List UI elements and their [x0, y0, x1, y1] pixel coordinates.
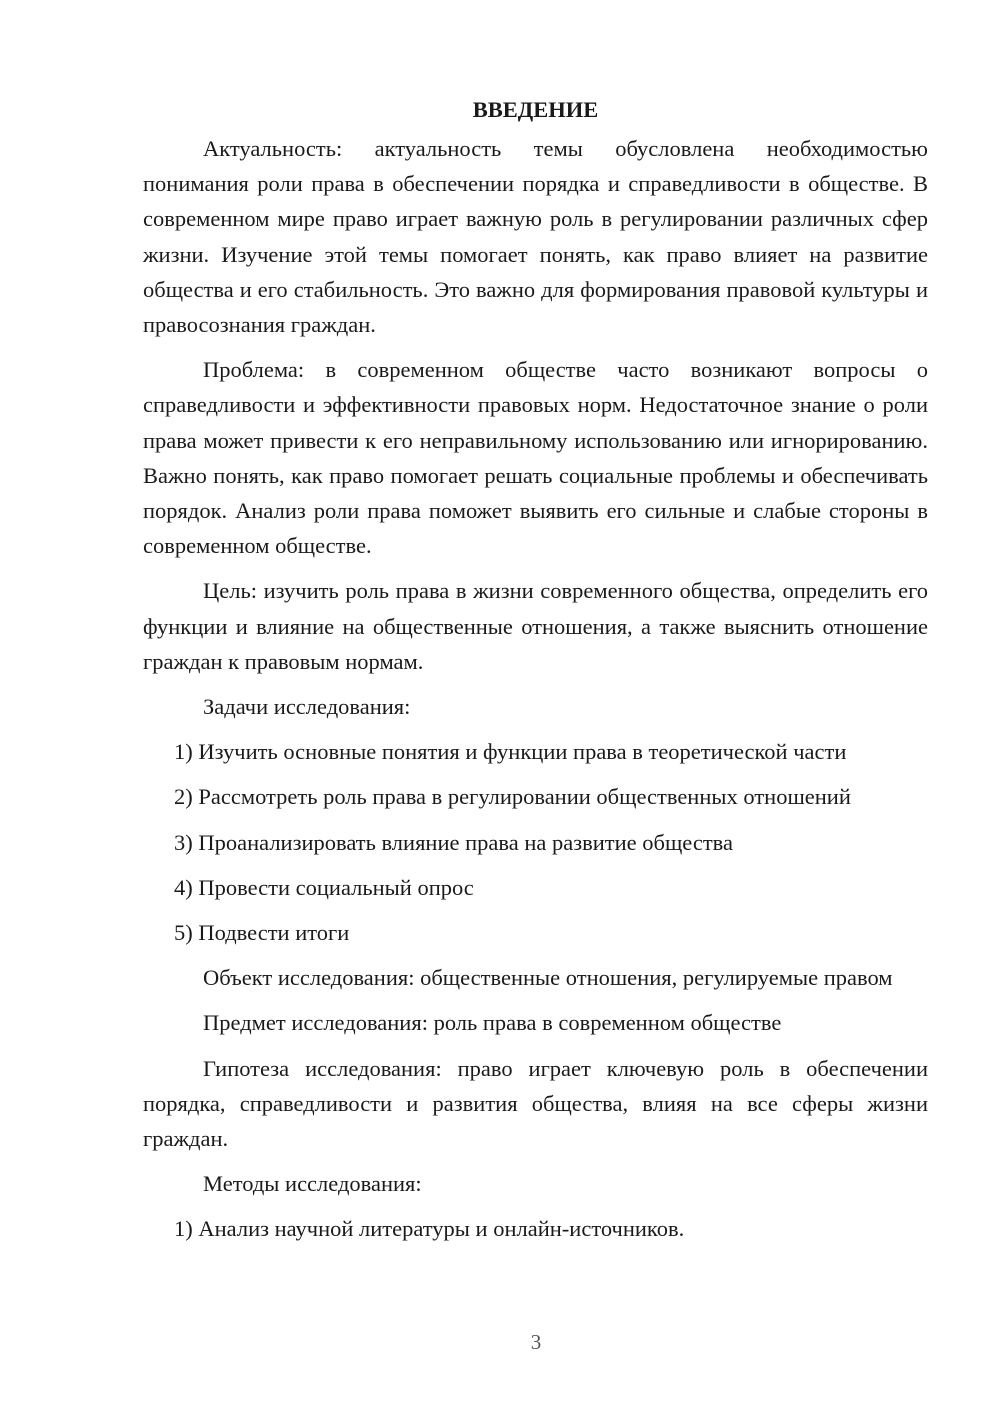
list-item: 5) Подвести итоги [174, 920, 350, 946]
list-item: 4) Провести социальный опрос [174, 874, 474, 900]
page-content [143, 92, 928, 1257]
list-item: 1) Изучить основные понятия и функции права в теоретической части [174, 739, 847, 765]
relevance-paragraph: Актуальность: актуальность темы обусловлена необходимостью понимания роли права в обеспечении порядка и справедливости в обществе. В современном мире право играет важную роль в регулировании различных сфер жизни. Изучение этой темы помогает понять, как право влияет на развитие общества и его стабильность. Это важно для формирования правовой культуры и правосознания граждан. [143, 136, 928, 338]
section-title: ВВЕДЕНИЕ [472, 97, 599, 122]
page-number: 3 [530, 1330, 542, 1354]
methods-heading: Методы исследования: [203, 1171, 422, 1197]
goal-paragraph: Цель: изучить роль права в жизни современного общества, определить его функции и влияние на общественные отношения, а также выяснить отношение граждан к правовым нормам. [143, 578, 928, 674]
list-item: 3) Проанализировать влияние права на развитие общества [174, 829, 733, 855]
list-item: 1) Анализ научной литературы и онлайн-источников. [174, 1216, 685, 1242]
hypothesis-paragraph: Гипотеза исследования: право играет ключевую роль в обеспечении порядка, справедливости и развития общества, влияя на все сферы жизни граждан. [143, 1055, 928, 1152]
object-paragraph: Объект исследования: общественные отношения, регулируемые правом [203, 965, 893, 991]
list-item: 2) Рассмотреть роль права в регулировании общественных отношений [174, 784, 851, 810]
tasks-list [143, 734, 928, 950]
problem-paragraph: Проблема: в современном обществе часто возникают вопросы о справедливости и эффективности правовых норм. Недостаточное знание о роли права может привести к его неправильному использованию или игнорированию. Важно понять, как право помогает решать социальные проблемы и обеспечивать порядок. Анализ роли права поможет выявить его сильные и слабые стороны в современном обществе. [143, 357, 928, 559]
subject-paragraph: Предмет исследования: роль права в современном обществе [203, 1010, 782, 1036]
tasks-heading: Задачи исследования: [203, 694, 411, 720]
methods-list [143, 1211, 928, 1246]
